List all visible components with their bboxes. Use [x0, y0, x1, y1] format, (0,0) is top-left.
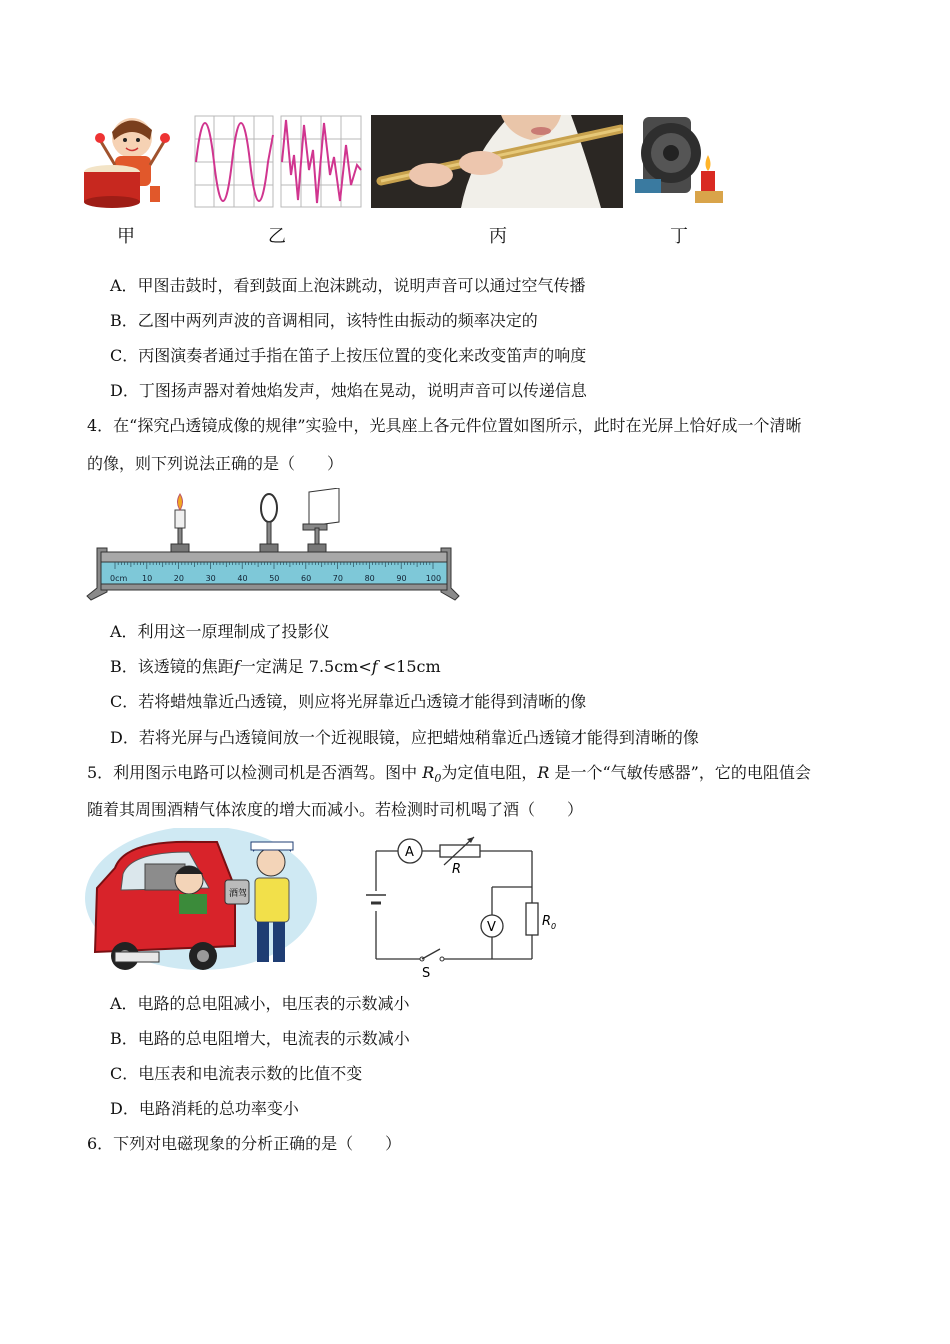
q4-stem-line2: 的像，则下列说法正确的是（ ） [87, 454, 344, 473]
scale-tick-label: 100 [425, 574, 442, 583]
scale-unit: 0cm [110, 574, 128, 583]
q3-option-b: B．乙图中两列声波的音调相同，该特性由振动的频率决定的 [110, 311, 538, 330]
candle-icon [175, 494, 185, 548]
svg-text:V: V [487, 920, 496, 935]
q3-option-d: D．丁图扬声器对着烛焰发声，烛焰在晃动，说明声音可以传递信息 [110, 381, 587, 400]
q4-stem-line1: 4．在“探究凸透镜成像的规律”实验中，光具座上各元件位置如图所示，此时在光屏上恰好成一个清晰 [87, 416, 802, 435]
figure-label-ding: 丁 [670, 226, 688, 247]
q4-option-c: C．若将蜡烛靠近凸透镜，则应将光屏靠近凸透镜才能得到清晰的像 [110, 692, 587, 711]
q5-option-c: C．电压表和电流表示数的比值不变 [110, 1064, 363, 1083]
scale-tick-label: 30 [205, 574, 216, 583]
svg-text:A: A [405, 845, 414, 860]
q3-option-a: A．甲图击鼓时，看到鼓面上泡沫跳动，说明声音可以通过空气传播 [110, 276, 586, 295]
svg-text:R: R [452, 862, 462, 877]
svg-text:S: S [422, 966, 431, 980]
figure-label-yi: 乙 [268, 226, 286, 247]
optical-bench-figure [85, 488, 463, 604]
drunk-driving-check-figure [85, 828, 317, 978]
drum-child-figure [80, 110, 175, 210]
q4-option-d: D．若将光屏与凸透镜间放一个近视眼镜，应把蜡烛稍靠近凸透镜才能得到清晰的像 [110, 728, 699, 747]
figure-label-jia: 甲 [117, 226, 135, 247]
flute-player-photo [371, 115, 623, 208]
scale-tick-label: 10 [142, 574, 153, 583]
screen-icon [303, 488, 339, 548]
lens-icon [261, 494, 277, 548]
gas-sensor-resistor [440, 845, 480, 857]
q3-option-c: C．丙图演奏者通过手指在笛子上按压位置的变化来改变笛声的响度 [110, 346, 587, 365]
q6-stem: 6．下列对电磁现象的分析正确的是（ ） [87, 1134, 402, 1153]
q5-stem-line2: 随着其周围酒精气体浓度的增大而减小。若检测时司机喝了酒（ ） [87, 800, 584, 819]
scale-tick-label: 50 [269, 574, 280, 583]
figure-label-bing: 丙 [489, 226, 507, 247]
q4-option-b: B．该透镜的焦距f一定满足 7.5cm<f <15cm [110, 657, 441, 676]
speaker-candle-figure [633, 115, 728, 207]
fixed-resistor-r0 [526, 903, 538, 935]
svg-text:R: R [542, 914, 552, 929]
sound-waveforms-figure [194, 115, 364, 208]
q5-option-a: A．电路的总电阻减小，电压表的示数减小 [110, 994, 410, 1013]
switch-icon [422, 949, 440, 959]
scale-tick-label: 90 [396, 574, 407, 583]
q5-option-d: D．电路消耗的总功率变小 [110, 1099, 299, 1118]
scale-tick-label: 60 [301, 574, 312, 583]
svg-text:0: 0 [551, 922, 557, 931]
scale-tick-label: 40 [237, 574, 248, 583]
scale-tick-label: 20 [173, 574, 184, 583]
scale-tick-label: 80 [364, 574, 375, 583]
q5-option-b: B．电路的总电阻增大，电流表的示数减小 [110, 1029, 410, 1048]
alcohol-tester-sign: 酒驾 [229, 889, 248, 899]
scale-tick-label: 70 [332, 574, 343, 583]
q4-option-a: A．利用这一原理制成了投影仪 [110, 622, 330, 641]
circuit-diagram [360, 835, 570, 980]
q5-stem-line1: 5．利用图示电路可以检测司机是否酒驾。图中 $R_0$为定值电阻，R 是一个“气敏传感器”，它的电阻值会 [87, 763, 811, 786]
